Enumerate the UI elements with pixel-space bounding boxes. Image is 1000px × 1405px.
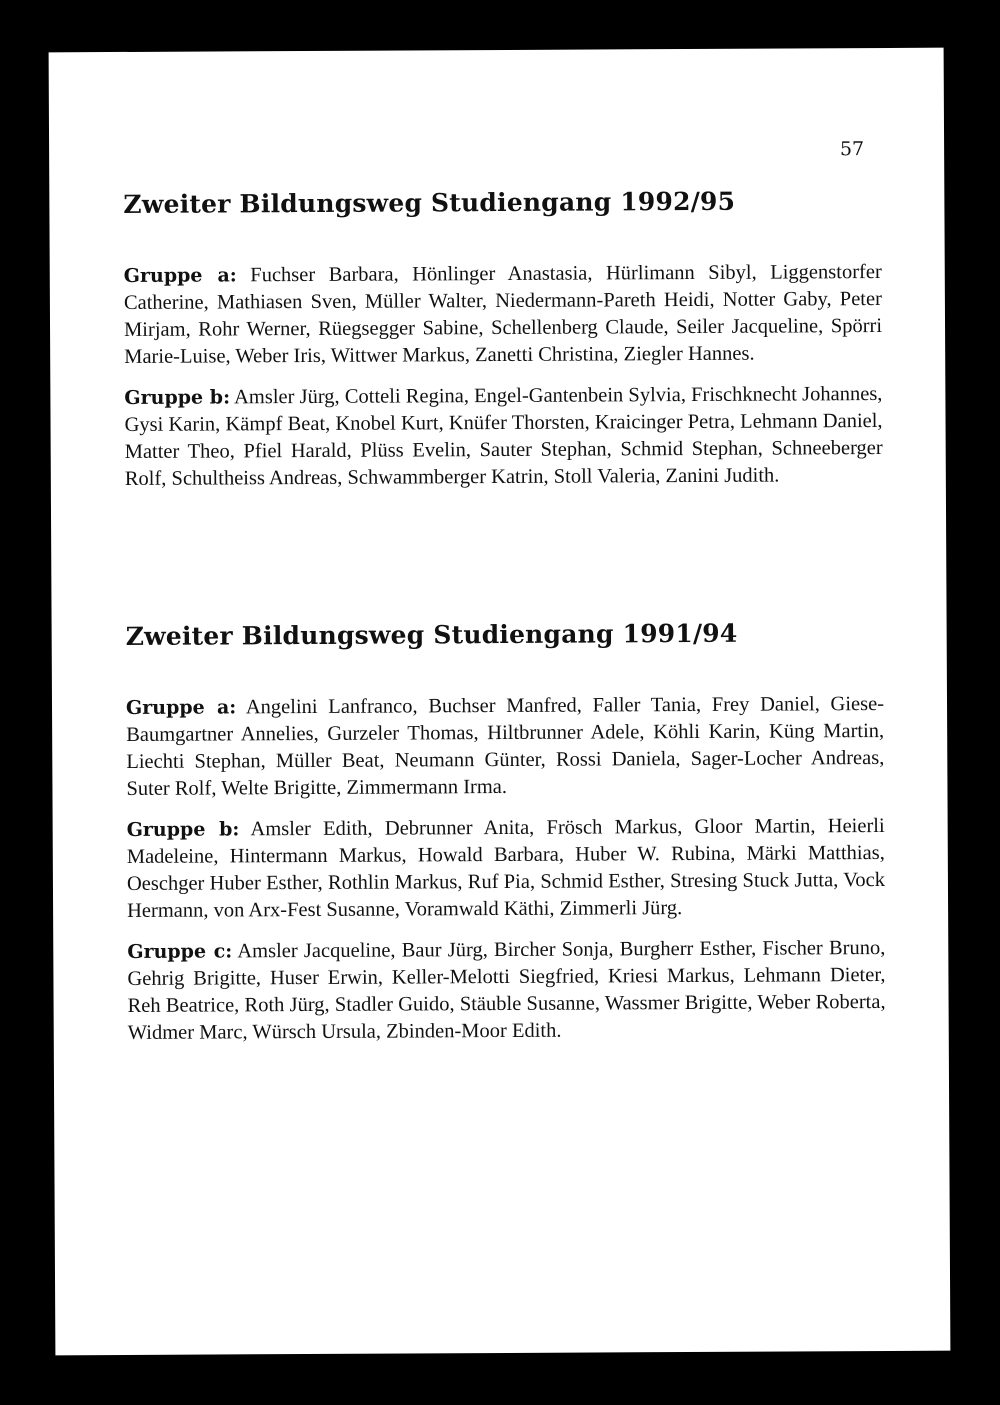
group-label: Gruppe a: — [125, 696, 237, 719]
group-paragraph — [124, 259, 883, 371]
group-names: Amsler Jürg, Cotteli Regina, Engel-Gantenbein Sylvia, Frischknecht Johannes, Gysi Karin, Kämpf Beat, Knobel Kurt, Knüfer Thorsten, Kraicinger Petra, Lehmann Daniel, Matter Theo, Pfiel Harald, Plüss Evelin, Sauter Stephan, Schmid Stephan, Schneeberger Rolf, Schultheiss Andreas, Schwammberger Katrin, Stoll Valeria, Zanini Judith. — [124, 382, 883, 490]
section-title: Zweiter Bildungsweg Studiengang 1992/95 — [123, 186, 736, 219]
group-paragraph — [127, 935, 886, 1047]
group-names: Amsler Jacqueline, Baur Jürg, Bircher Sonja, Burgherr Esther, Fischer Bruno, Gehrig Brigitte, Huser Erwin, Keller-Melotti Siegfried, Kriesi Markus, Lehmann Dieter, Reh Beatrice, Roth Jürg, Stadler Guido, Stäuble Susanne, Wassmer Brigitte, Weber Roberta, Widmer Marc, Würsch Ursula, Zbinden-Moor Edith. — [127, 936, 886, 1044]
document-page — [49, 48, 951, 1356]
group-names: Fuchser Barbara, Hönlinger Anastasia, Hürlimann Sibyl, Liggenstorfer Catherine, Mathiasen Sven, Müller Walter, Niedermann-Pareth Heidi, Notter Gaby, Peter Mirjam, Rohr Werner, Rüegsegger Sabine, Schellenberg Claude, Seiler Jacqueline, Spörri Marie-Luise, Weber Iris, Wittwer Markus, Zanetti Christina, Ziegler Hannes. — [123, 260, 883, 368]
group-paragraph — [124, 381, 883, 493]
group-paragraph — [127, 813, 886, 925]
section-title: Zweiter Bildungsweg Studiengang 1991/94 — [125, 618, 738, 651]
group-label: Gruppe a: — [123, 264, 237, 287]
section-studiengang-1991-94 — [126, 618, 886, 1061]
group-names: Amsler Edith, Debrunner Anita, Frösch Markus, Gloor Martin, Heierli Madeleine, Hintermann Markus, Howald Barbara, Huber W. Rubina, Märki Matthias, Oeschger Huber Esther, Rothlin Markus, Ruf Pia, Schmid Esther, Stresing Stuck Jutta, Vock Hermann, von Arx-Fest Susanne, Voramwald Käthi, Zimmerli Jürg. — [126, 814, 885, 922]
group-paragraph — [126, 691, 885, 803]
group-names: Angelini Lanfranco, Buchser Manfred, Faller Tania, Frey Daniel, Giese-Baumgartner Annelies, Gurzeler Thomas, Hiltbrunner Adele, Köhli Karin, Küng Martin, Liechti Stephan, Müller Beat, Neumann Günter, Rossi Daniela, Sager-Locher Andreas, Suter Rolf, Welte Brigitte, Zimmermann Irma. — [126, 692, 885, 800]
group-label: Gruppe c: — [127, 940, 233, 963]
page-number: 57 — [839, 138, 865, 161]
group-label: Gruppe b: — [126, 818, 240, 841]
group-label: Gruppe b: — [124, 386, 231, 409]
section-studiengang-1992-95 — [123, 186, 883, 507]
